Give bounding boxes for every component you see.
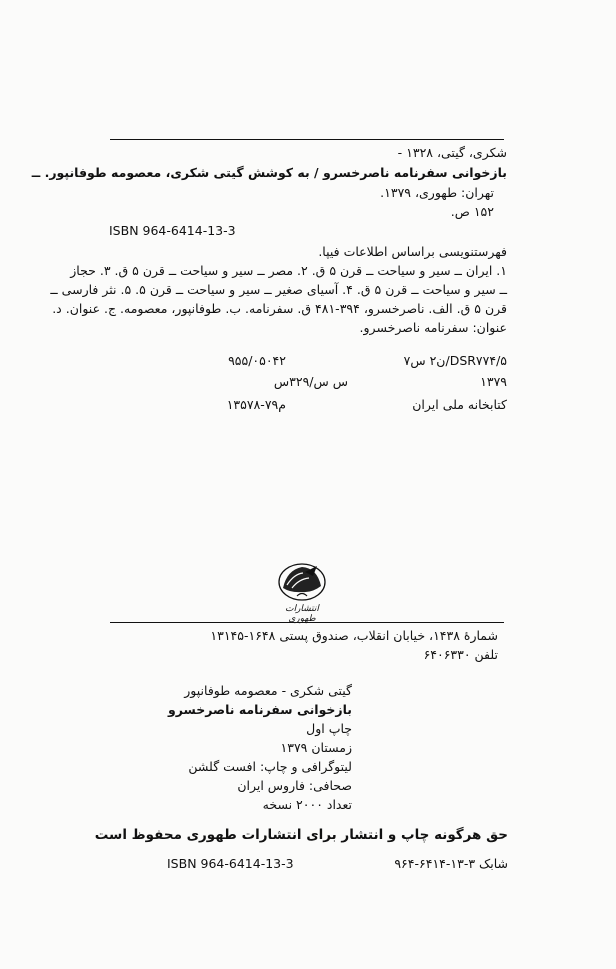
cip-dewey-suffix: س س/۳۲۹س xyxy=(273,374,348,389)
cip-title: بازخوانی سفرنامه ناصرخسرو / به کوشش گیتی شکری، معصومه طوفانپور. ــ xyxy=(31,165,507,180)
cip-isbn: ISBN 964-6414-13-3 xyxy=(109,223,236,238)
logo-wordmark: انتشارات طهوری xyxy=(285,604,319,624)
cip-publication: تهران: طهوری، ۱۳۷۹. xyxy=(380,185,494,200)
isbn-latin: ISBN 964-6414-13-3 xyxy=(167,856,294,871)
cip-subjects-line: قرن ۵ ق. الف. ناصرخسرو، ۳۹۴-۴۸۱ ق. سفرنامه. ب. طوفانپور، معصومه. ج. عنوان. د. xyxy=(52,301,507,316)
rights-notice: حق هرگونه چاپ و انتشار برای انتشارات طهوری محفوظ است xyxy=(94,827,508,843)
imprint-edition: چاپ اول xyxy=(306,721,352,736)
isbn-persian: شابک ۳-۱۳-۶۴۱۴-۹۶۴ xyxy=(394,856,508,871)
cip-dewey: ۹۵۵/۰۵۰۴۲ xyxy=(228,353,286,368)
imprint-printing: لیتوگرافی و چاپ: افست گلشن xyxy=(188,759,352,774)
top-rule xyxy=(110,139,504,140)
cip-control-number: م۷۹-۱۳۵۷۸ xyxy=(226,397,286,412)
cip-author: شکری، گیتی، ۱۳۲۸ - xyxy=(397,145,507,160)
cip-lc-year: ۱۳۷۹ xyxy=(480,374,507,389)
imprint-authors: گیتی شکری - معصومه طوفانپور xyxy=(184,683,352,698)
middle-rule xyxy=(110,622,504,623)
cip-cataloging-note: فهرستنویسی براساس اطلاعات فیپا. xyxy=(318,244,507,259)
cip-library: کتابخانه ملی ایران xyxy=(412,397,507,412)
publisher-phone: تلفن ۶۴۰۶۳۳۰ xyxy=(423,647,498,662)
imprint-print-run: تعداد ۲۰۰۰ نسخه xyxy=(262,797,352,812)
imprint-binding: صحافی: فاروس ایران xyxy=(237,778,352,793)
publisher-address: شمارهٔ ۱۴۳۸، خیابان انقلاب، صندوق پستی ۱۶۴۸-۱۳۱۴۵ xyxy=(210,628,498,643)
imprint-title: بازخوانی سفرنامه ناصرخسرو xyxy=(167,702,352,717)
cip-subjects-line: ۱. ایران ــ سیر و سیاحت ــ قرن ۵ ق. ۲. مصر ــ سیر و سیاحت ــ قرن ۵ ق. ۳. حجاز xyxy=(70,263,507,278)
imprint-date: زمستان ۱۳۷۹ xyxy=(280,740,352,755)
cip-subjects-line: عنوان: سفرنامه ناصرخسرو. xyxy=(359,320,507,335)
cip-lc-class: DSR۷۷۴/۵/ن۲ س۷ xyxy=(403,353,507,368)
cip-subjects-line: ــ سیر و سیاحت ــ قرن ۵ ق. ۴. آسیای صغیر ــ سیر و سیاحت ــ قرن ۵. ۵. نثر فارسی ــ xyxy=(50,282,507,297)
cip-pages: ۱۵۲ ص. xyxy=(450,204,494,219)
